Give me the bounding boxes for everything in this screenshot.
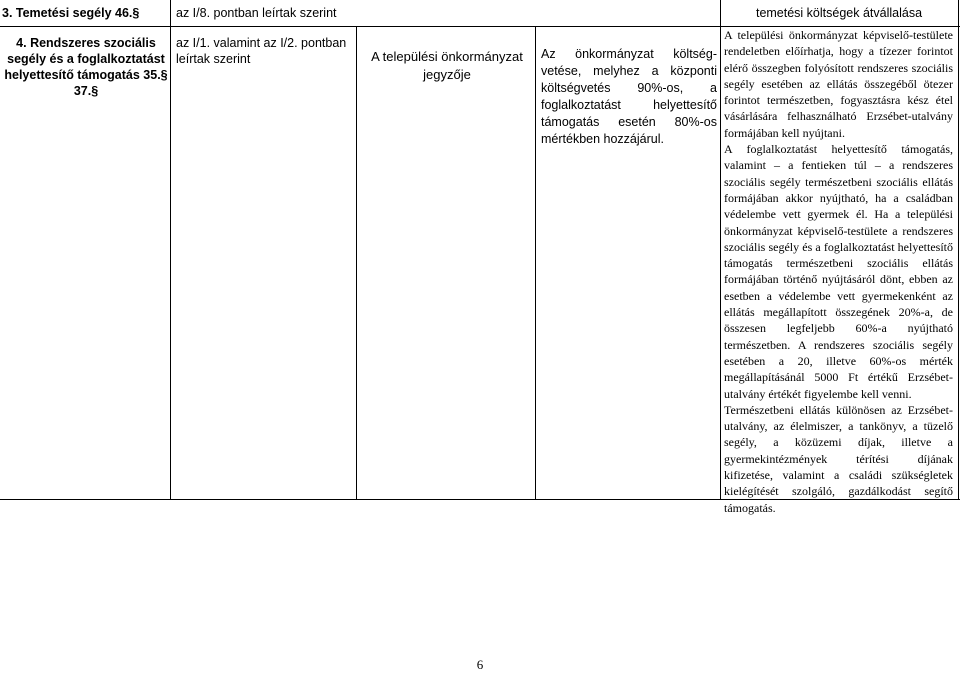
cell-details — [724, 26, 953, 516]
header-cell-benefit: 3. Temetési segély 46.§ — [2, 6, 140, 20]
cell-funding: Az önkormányzat költség-vetése, melyhez a központi költségvetés 90%-os, a foglalkoztatást helyettesítő támogatás esetén 80%-os mértékben hozzájárul. — [541, 47, 717, 146]
cell-benefit-name: 4. Rendszeres szociális segély és a foglalkoztatást helyettesítő támogatás 35.§ 37.§ — [4, 36, 168, 98]
header-cell-eligibility: az I/8. pontban leírtak szerint — [176, 6, 337, 20]
details-paragraph-1: A települési önkormányzat képviselő-testülete rendeletben előírhatja, hogy a tízezer forintot elérő összegben folyósított rendszeres szociális segély esetében az ellátás összegéből ötezer forintot természetben, fogyasztásra kész étel vásárlására felhasználható Erzsébet-utalvány formájában kell nyújtani. — [724, 28, 953, 140]
header-vline-2 — [720, 0, 721, 26]
page-number: 6 — [476, 657, 484, 672]
details-paragraph-3: Természetbeni ellátás különösen az Erzsébet-utalvány, az élelmiszer, a tankönyv, a tüzelő segély, a közüzemi díjak, illetve a gyermekintézmények térítési díjának kifizetése, valamint a családi szükségletek kielégítését szolgáló, gazdálkodást segítő támogatás. — [724, 402, 953, 515]
header-vline-3 — [958, 0, 959, 26]
header-vline-1 — [170, 0, 171, 26]
cell-eligibility: az I/1. valamint az I/2. pontban leírtak szerint — [176, 36, 347, 66]
cell-authority: A települési önkormányzat jegyzője — [371, 49, 523, 82]
table-header-row — [0, 0, 960, 27]
col-divider-4 — [720, 26, 721, 500]
col-divider-1 — [170, 26, 171, 500]
col-divider-2 — [356, 26, 357, 500]
header-cell-note: temetési költségek átvállalása — [755, 6, 923, 20]
details-paragraph-2: A foglalkoztatást helyettesítő támogatás, valamint – a fentieken túl – a rendszeres szociális segély természetbeni szociális ellátás formájában akkor nyújtható, ha a családban védelembe vett gyermek él. Ha a települési önkormányzat képviselő-testülete a rendszeres szociális segély és a foglalkoztatást helyettesítő támogatás természetbeni szociális ellátás formájában történő nyújtásáról dönt, ebben az esetben a védelembe vett gyermekenként az ellátás megállapított összegének 20%-a, de összesen legfeljebb 60%-a nyújtható természetben. A rendszeres szociális segély esetében a 20, illetve 60%-os mérték megállapításánál 5000 Ft értékű Erzsébet-utalvány értékét figyelembe kell venni. — [724, 142, 953, 401]
col-divider-5 — [958, 26, 959, 500]
col-divider-3 — [535, 26, 536, 500]
